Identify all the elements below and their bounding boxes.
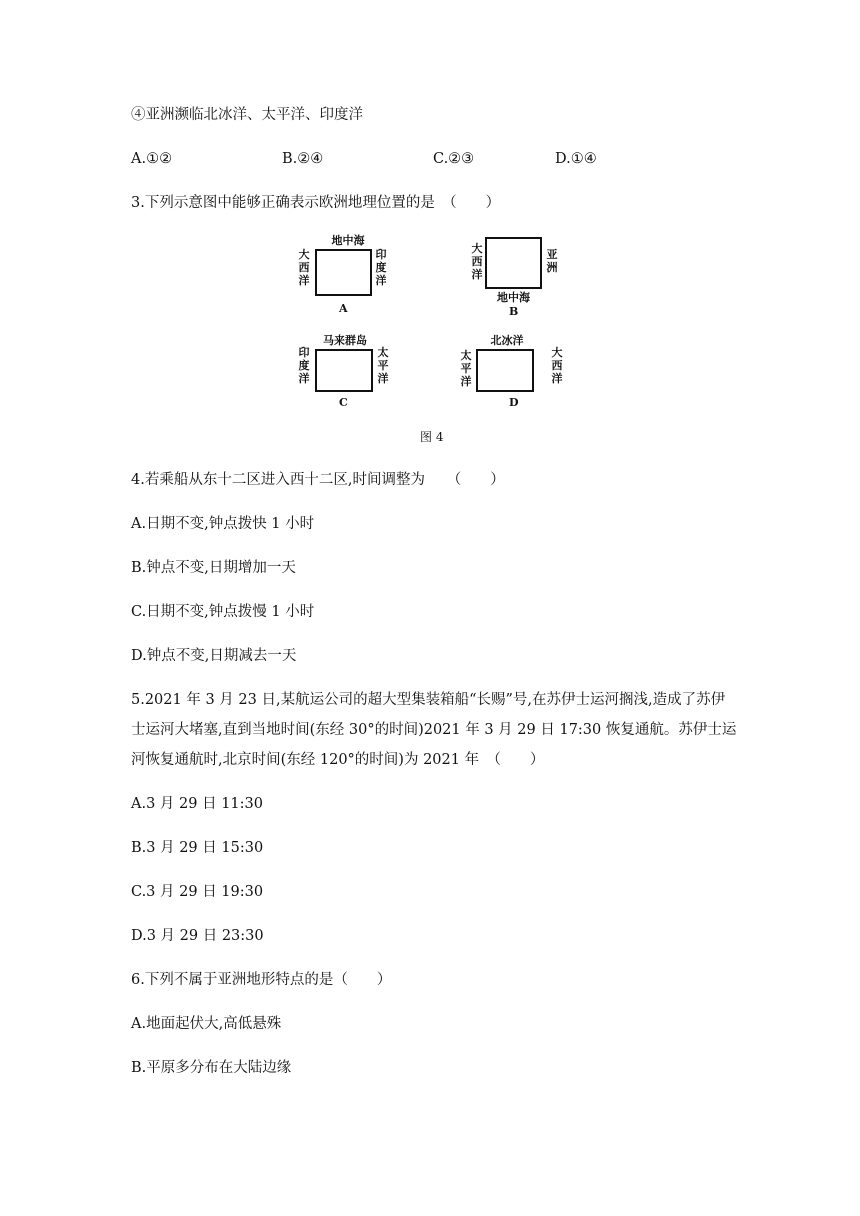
diagram-a-left-label: 大西洋 — [298, 248, 310, 287]
diagram-d-left-label: 太平洋 — [460, 349, 472, 388]
diagram-c-letter: C — [339, 396, 348, 409]
q3-stem: 3.下列示意图中能够正确表示欧洲地理位置的是 （ ） — [131, 195, 501, 211]
diagram-b-box — [485, 237, 542, 289]
diagram-a-box — [315, 249, 372, 296]
q5-option-c: C.3 月 29 日 19:30 — [131, 884, 264, 900]
q2-choice-b: B.②④ — [282, 151, 324, 167]
figure-4-diagrams — [290, 232, 580, 412]
diagram-d-right-label: 大西洋 — [551, 346, 563, 385]
q5-option-a: A.3 月 29 日 11:30 — [131, 796, 263, 812]
q4-option-b: B.钟点不变,日期增加一天 — [131, 560, 296, 576]
diagram-c-box — [315, 349, 373, 392]
q6-option-b: B.平原多分布在大陆边缘 — [131, 1060, 292, 1076]
q5-option-b: B.3 月 29 日 15:30 — [131, 840, 264, 856]
q5-stem-line-3: 河恢复通航时,北京时间(东经 120°的时间)为 2021 年 （ ） — [131, 752, 545, 768]
q5-stem-line-2: 士运河大堵塞,直到当地时间(东经 30°的时间)2021 年 3 月 29 日 17:30 恢复通航。苏伊士运 — [131, 722, 737, 738]
q5-stem-line-1: 5.2021 年 3 月 23 日,某航运公司的超大型集装箱船“长赐”号,在苏伊士运河搁浅,造成了苏伊 — [131, 692, 726, 708]
diagram-c-right-label: 太平洋 — [377, 346, 389, 385]
diagram-a-letter: A — [339, 302, 348, 315]
q2-choice-c: C.②③ — [433, 151, 475, 167]
previous-question-option: ④亚洲濒临北冰洋、太平洋、印度洋 — [131, 107, 363, 123]
diagram-d-top-label: 北冰洋 — [490, 334, 524, 347]
q6-option-a: A.地面起伏大,高低悬殊 — [131, 1016, 282, 1032]
diagram-b-left-label: 大西洋 — [471, 242, 483, 281]
diagram-a-top-label: 地中海 — [331, 234, 365, 247]
diagram-d-letter: D — [509, 396, 519, 409]
q4-stem: 4.若乘船从东十二区进入西十二区,时间调整为 （ ） — [131, 472, 505, 488]
q4-option-c: C.日期不变,钟点拨慢 1 小时 — [131, 604, 315, 620]
q6-stem: 6.下列不属于亚洲地形特点的是（ ） — [131, 972, 392, 988]
diagram-b-bottom-label: 地中海 — [497, 291, 530, 304]
diagram-b-right-label: 亚洲 — [546, 248, 558, 274]
q4-option-a: A.日期不变,钟点拨快 1 小时 — [131, 516, 315, 532]
q2-choice-d: D.①④ — [555, 151, 597, 167]
figure-caption: 图 4 — [420, 430, 444, 444]
q2-choice-a: A.①② — [131, 151, 173, 167]
diagram-a-right-label: 印度洋 — [375, 248, 387, 287]
diagram-b-letter: B — [509, 305, 519, 318]
diagram-d-box — [476, 349, 534, 392]
diagram-c-top-label: 马来群岛 — [323, 334, 367, 347]
q4-option-d: D.钟点不变,日期减去一天 — [131, 648, 297, 664]
q5-option-d: D.3 月 29 日 23:30 — [131, 928, 264, 944]
diagram-c-left-label: 印度洋 — [298, 346, 310, 385]
